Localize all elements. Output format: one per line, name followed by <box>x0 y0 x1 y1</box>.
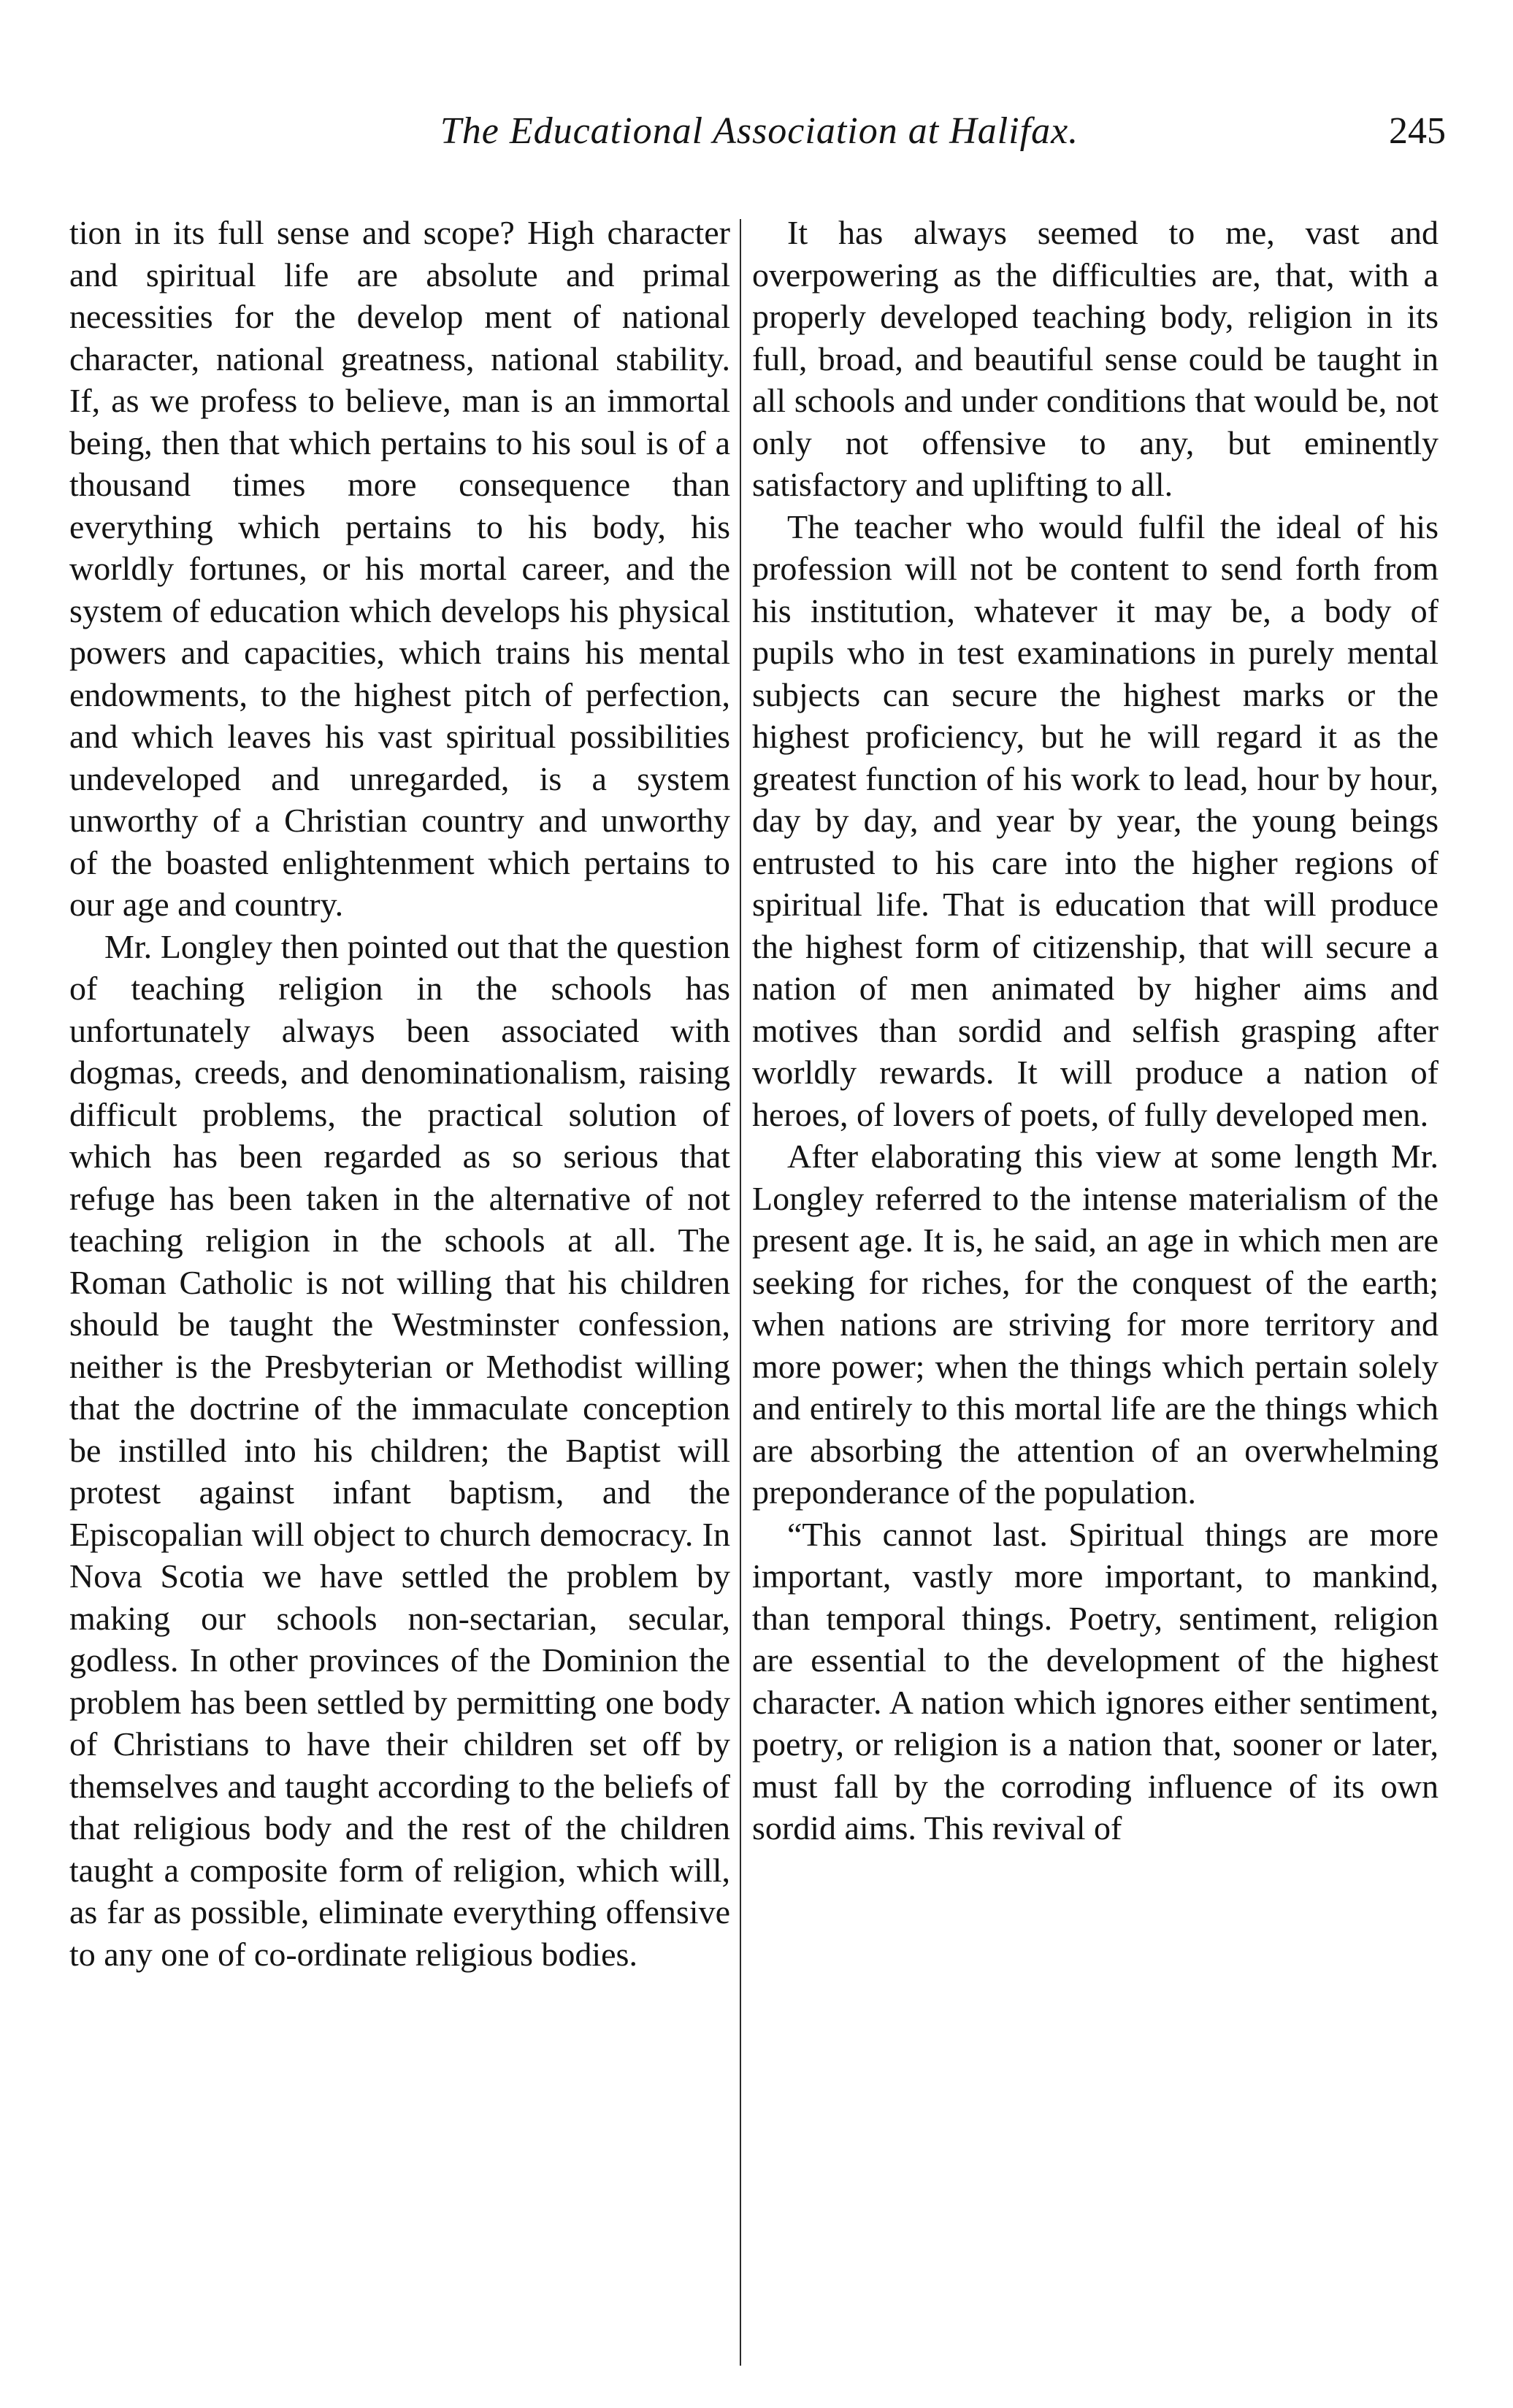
paragraph: “This cannot last. Spiritual things are more important, vastly more important, to mankind, than temporal things. Poetry, sentiment, religion are essential to the development of the highest character. A nation which ignores either sentiment, poetry, or religion is a nation that, sooner or later, must fall by the corroding influence of its own sordid aims. This revival of <box>752 1515 1439 1847</box>
page-number: 245 <box>1389 110 1446 152</box>
running-title: The Educational Association at Halifax. <box>440 110 1079 152</box>
paragraph: After elaborating this view at some length Mr. Longley referred to the intense materialism of the present age. It is, he said, an age in which men are seeking for riches, for the conquest of the earth; when nations are striving for more territory and more power; when the things which pertain solely and entirely to this mortal life are the things which are absorbing the attention of an overwhelming preponderance of the population. <box>752 1138 1439 1511</box>
paragraph: It has always seemed to me, vast and overpowering as the difficulties are, that, with a properly developed teaching body, religion in its full, broad, and beautiful sense could be taught in all schools and under conditions that would be, not only not offensive to any, but eminently satisfactory and uplifting to all. <box>752 214 1439 503</box>
paragraph: Mr. Longley then pointed out that the question of teaching religion in the schools has unfortunately always been associated with dogmas, creeds, and denominationalism, raising difficult problems, the practical solution of which has been regarded as so serious that refuge has been taken in the alternative of not teaching religion in the schools at all. The Roman Catholic is not willing that his children should be taught the Westminster confession, neither is the Presbyterian or Methodist willing that the doctrine of the immaculate conception be instilled into his children; the Baptist will protest against infant baptism, and the Episcopalian will object to church democracy. In Nova Scotia we have settled the problem by making our schools non-sectarian, secular, godless. In other provinces of the Dominion the problem has been settled by permitting one body of Christians to have their children set off by themselves and taught according to the beliefs of that religious body and the rest of the children taught a composite form of religion, which will, as far as possible, eliminate everything offensive to any one of co-ordinate religious bodies. <box>69 927 730 1973</box>
paragraph: The teacher who would fulfil the ideal of his profession will not be content to send forth from his institution, whatever it may be, a body of pupils who in test examinations in purely mental subjects can secure the highest marks or the highest proficiency, but he will regard it as the greatest function of his work to lead, hour by hour, day by day, and year by year, the young beings entrusted to his care into the higher regions of spiritual life. That is education that will produce the highest form of citizenship, that will secure a nation of men animated by higher aims and motives than sordid and selfish grasping after worldly rewards. It will produce a nation of heroes, of lovers of poets, of fully developed men. <box>752 507 1439 1133</box>
column-divider <box>740 219 741 2366</box>
left-column <box>69 212 730 2388</box>
page-header <box>73 110 1446 175</box>
right-column <box>752 212 1439 2388</box>
paragraph: tion in its full sense and scope? High character and spiritual life are absolute and primal necessities for the develop ment of national character, national greatness, national stability. If, as we profess to believe, man is an immortal being, then that which pertains to his soul is of a thousand times more consequence than everything which pertains to his body, his worldly fortunes, or his mortal career, and the system of education which develops his physical powers and capacities, which trains his mental endowments, to the highest pitch of perfection, and which leaves his vast spiritual possibilities undeveloped and unregarded, is a system unworthy of a Christian country and unworthy of the boasted enlightenment which pertains to our age and country. <box>69 214 730 923</box>
